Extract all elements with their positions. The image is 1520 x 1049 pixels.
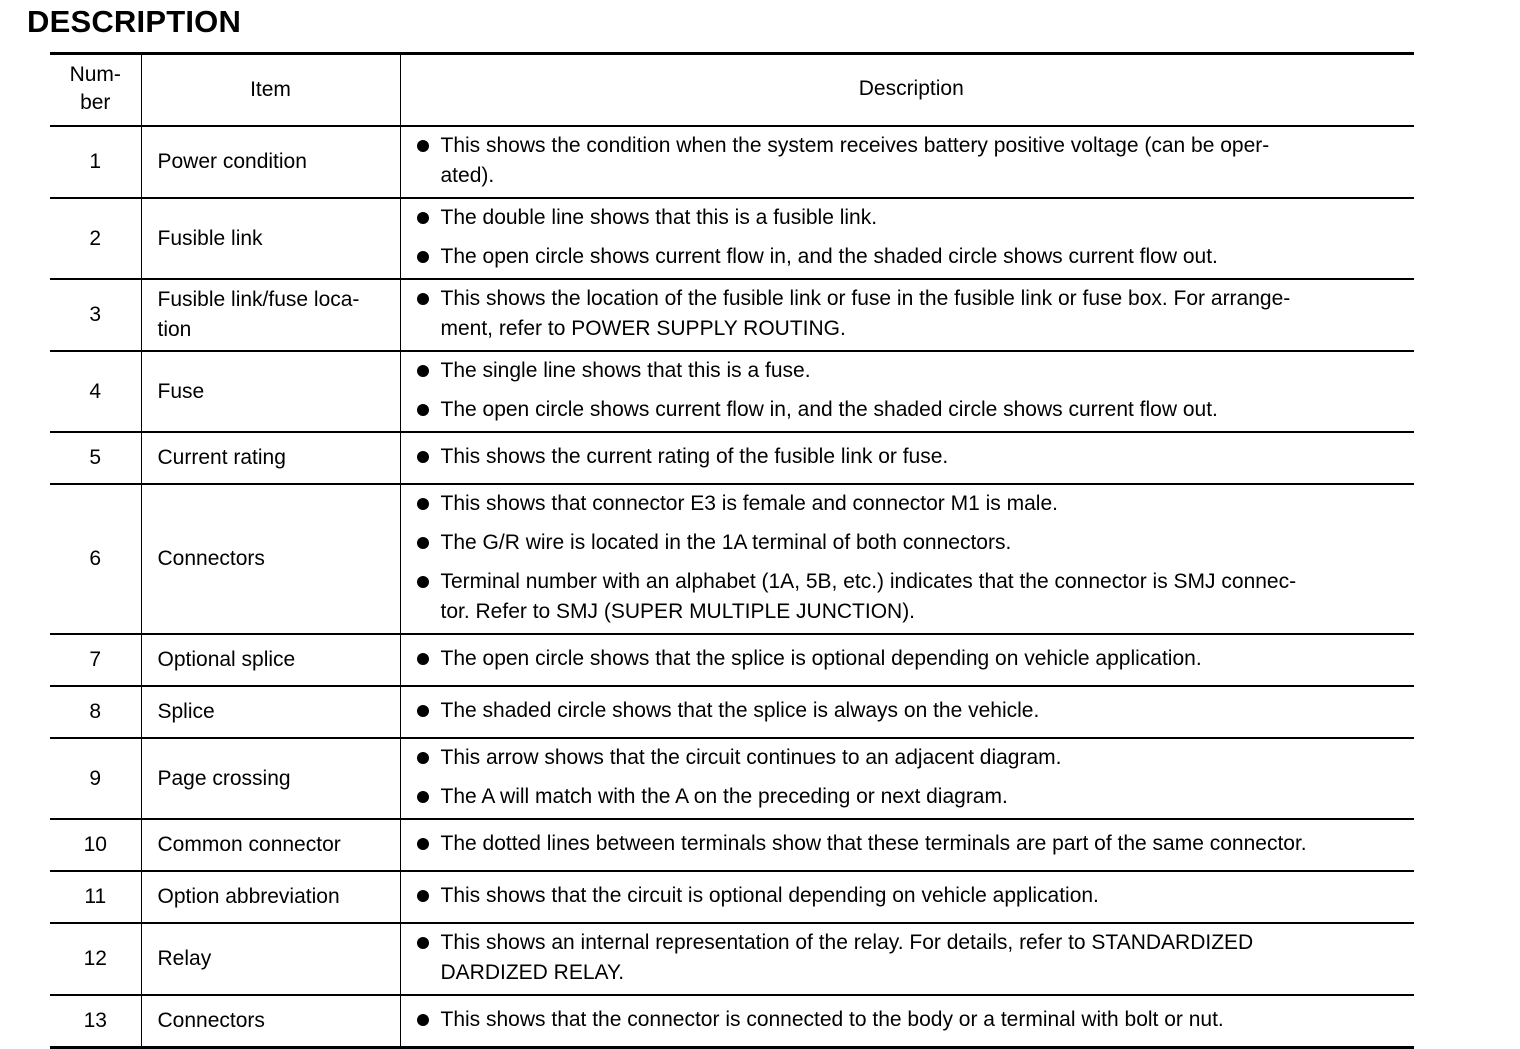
row-description — [400, 923, 1414, 995]
row-number: 6 — [50, 484, 141, 634]
bullet-list — [417, 284, 1407, 344]
row-item: Power condition — [141, 126, 400, 198]
row-number: 9 — [50, 738, 141, 819]
bullet-item: This shows the location of the fusible link or fuse in the fusible link or fuse box. For arrange- ment, refer to POWER SUPPLY ROUTING. — [417, 284, 1407, 344]
row-number: 3 — [50, 279, 141, 351]
bullet-item: The G/R wire is located in the 1A terminal of both connectors. — [417, 528, 1407, 558]
row-item: Option abbreviation — [141, 871, 400, 923]
table-row — [50, 279, 1414, 351]
bullet-item: The dotted lines between terminals show that these terminals are part of the same connector. — [417, 829, 1407, 859]
row-item: Splice — [141, 686, 400, 738]
bullet-list — [417, 696, 1407, 726]
row-number: 1 — [50, 126, 141, 198]
row-description — [400, 738, 1414, 819]
bullet-item: The double line shows that this is a fusible link. — [417, 203, 1407, 233]
table-row — [50, 198, 1414, 279]
row-item: Fusible link — [141, 198, 400, 279]
header-item: Item — [141, 54, 400, 127]
row-number: 5 — [50, 432, 141, 484]
row-item: Current rating — [141, 432, 400, 484]
bullet-list — [417, 928, 1407, 988]
row-description — [400, 634, 1414, 686]
bullet-item: The shaded circle shows that the splice is always on the vehicle. — [417, 696, 1407, 726]
bullet-list — [417, 829, 1407, 859]
table-row — [50, 634, 1414, 686]
table-row — [50, 432, 1414, 484]
table-row — [50, 738, 1414, 819]
bullet-item: The open circle shows current flow in, and the shaded circle shows current flow out. — [417, 395, 1407, 425]
bullet-item: The single line shows that this is a fuse. — [417, 356, 1407, 386]
bullet-item: This shows that the circuit is optional depending on vehicle application. — [417, 881, 1407, 911]
row-number: 2 — [50, 198, 141, 279]
row-item: Relay — [141, 923, 400, 995]
row-number: 12 — [50, 923, 141, 995]
row-item: Fuse — [141, 351, 400, 432]
table-row — [50, 871, 1414, 923]
row-number: 4 — [50, 351, 141, 432]
bullet-list — [417, 442, 1407, 472]
description-table — [50, 52, 1414, 1049]
table-row — [50, 484, 1414, 634]
bullet-item: This shows the condition when the system receives battery positive voltage (can be oper- ated). — [417, 131, 1407, 191]
bullet-list — [417, 203, 1407, 272]
row-item: Common connector — [141, 819, 400, 871]
table-row — [50, 819, 1414, 871]
table-row — [50, 923, 1414, 995]
bullet-item: This shows an internal representation of the relay. For details, refer to STANDARDIZED DARDIZED RELAY. — [417, 928, 1407, 988]
row-description — [400, 819, 1414, 871]
header-number: Num- ber — [50, 54, 141, 127]
bullet-list — [417, 1005, 1407, 1035]
row-number: 8 — [50, 686, 141, 738]
row-item: Optional splice — [141, 634, 400, 686]
row-number: 11 — [50, 871, 141, 923]
table-row — [50, 126, 1414, 198]
page-title: DESCRIPTION — [27, 4, 242, 39]
bullet-list — [417, 131, 1407, 191]
row-description — [400, 484, 1414, 634]
row-description — [400, 995, 1414, 1048]
table-row — [50, 995, 1414, 1048]
bullet-item: The A will match with the A on the preceding or next diagram. — [417, 782, 1407, 812]
bullet-item: Terminal number with an alphabet (1A, 5B, etc.) indicates that the connector is SMJ connec- tor. Refer to SMJ (SUPER MULTIPLE JUNCTION). — [417, 567, 1407, 627]
bullet-item: This shows that connector E3 is female and connector M1 is male. — [417, 489, 1407, 519]
bullet-list — [417, 644, 1407, 674]
row-description — [400, 279, 1414, 351]
row-description — [400, 126, 1414, 198]
table-row — [50, 686, 1414, 738]
row-description — [400, 432, 1414, 484]
bullet-item: The open circle shows that the splice is optional depending on vehicle application. — [417, 644, 1407, 674]
bullet-list — [417, 356, 1407, 425]
row-description — [400, 198, 1414, 279]
bullet-item: This shows the current rating of the fusible link or fuse. — [417, 442, 1407, 472]
table-row — [50, 351, 1414, 432]
row-item: Fusible link/fuse loca- tion — [141, 279, 400, 351]
row-number: 7 — [50, 634, 141, 686]
bullet-item: This arrow shows that the circuit continues to an adjacent diagram. — [417, 743, 1407, 773]
row-description — [400, 871, 1414, 923]
bullet-list — [417, 743, 1407, 812]
bullet-item: This shows that the connector is connected to the body or a terminal with bolt or nut. — [417, 1005, 1407, 1035]
row-item: Connectors — [141, 484, 400, 634]
bullet-list — [417, 489, 1407, 627]
header-description: Description — [858, 77, 964, 100]
row-item: Connectors — [141, 995, 400, 1048]
row-number: 10 — [50, 819, 141, 871]
row-item: Page crossing — [141, 738, 400, 819]
table-header-row — [50, 54, 1414, 127]
row-number: 13 — [50, 995, 141, 1048]
row-description — [400, 686, 1414, 738]
bullet-list — [417, 881, 1407, 911]
bullet-item: The open circle shows current flow in, and the shaded circle shows current flow out. — [417, 242, 1407, 272]
row-description — [400, 351, 1414, 432]
